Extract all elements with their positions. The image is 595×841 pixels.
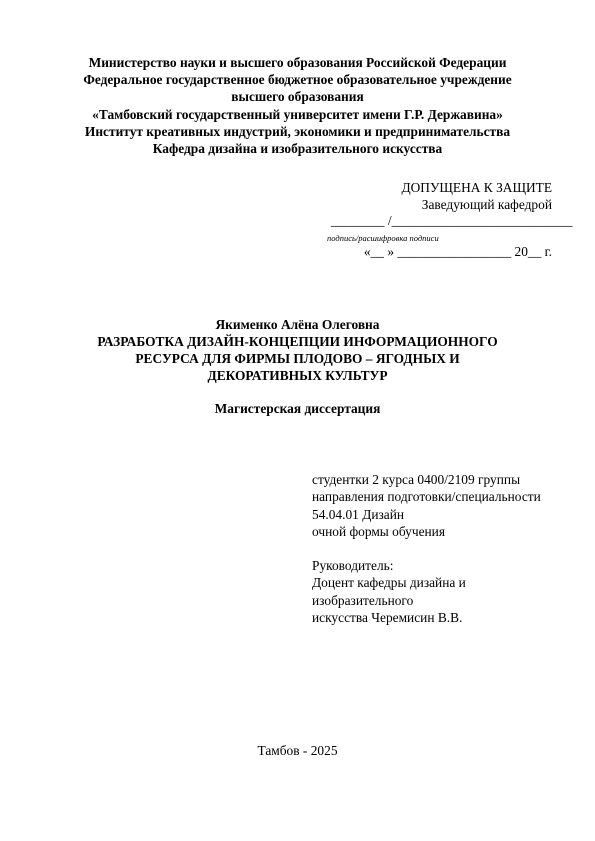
title-line: РЕСУРСА ДЛЯ ФИРМЫ ПЛОДОВО – ЯГОДНЫХ И <box>135 351 460 366</box>
approval-block <box>401 179 552 213</box>
student-info <box>312 471 541 541</box>
document-type: Магистерская диссертация <box>214 401 381 416</box>
header-line: Федеральное государственное бюджетное образовательное учреждение <box>83 72 512 88</box>
header-line: Кафедра дизайна и изобразительного искусства <box>152 141 443 157</box>
student-line: студентки 2 курса 0400/2109 группы <box>312 472 521 487</box>
supervisor-line: Руководитель: <box>312 558 394 573</box>
supervisor-info <box>312 557 466 627</box>
student-line: 54.04.01 Дизайн <box>312 506 405 522</box>
admitted-label: ДОПУЩЕНА К ЗАЩИТЕ <box>401 180 552 195</box>
header-line: высшего образования <box>231 89 364 105</box>
title-line: ДЕКОРАТИВНЫХ КУЛЬТУР <box>207 368 388 383</box>
student-line: направления подготовки/специальности <box>312 489 541 505</box>
header-line: Институт креативных индустрий, экономики и предпринимательства <box>84 123 511 139</box>
date-line: «__ » _________________ 20__ г. <box>363 244 552 259</box>
supervisor-line: изобразительного <box>312 592 414 608</box>
thesis-title <box>60 333 535 384</box>
signature-caption: подпись/расшифровка подписи <box>327 233 439 243</box>
header-line: «Тамбовский государственный университет имени Г.Р. Державина» <box>92 106 503 122</box>
header-line: Министерство науки и высшего образования Российской Федерации <box>88 55 507 70</box>
supervisor-line: Доцент кафедры дизайна и <box>312 575 466 591</box>
head-of-department-label: Заведующий кафедрой <box>421 197 552 212</box>
institution-header <box>60 54 535 157</box>
author-name: Якименко Алёна Олеговна <box>215 317 380 332</box>
signature-line: ________ /___________________________ <box>331 213 573 228</box>
title-line: РАЗРАБОТКА ДИЗАЙН-КОНЦЕПЦИИ ИНФОРМАЦИОННОГО <box>97 334 498 349</box>
city-year: Тамбов - 2025 <box>257 743 338 758</box>
supervisor-line: искусства Черемисин В.В. <box>312 610 463 626</box>
student-line: очной формы обучения <box>312 524 446 540</box>
